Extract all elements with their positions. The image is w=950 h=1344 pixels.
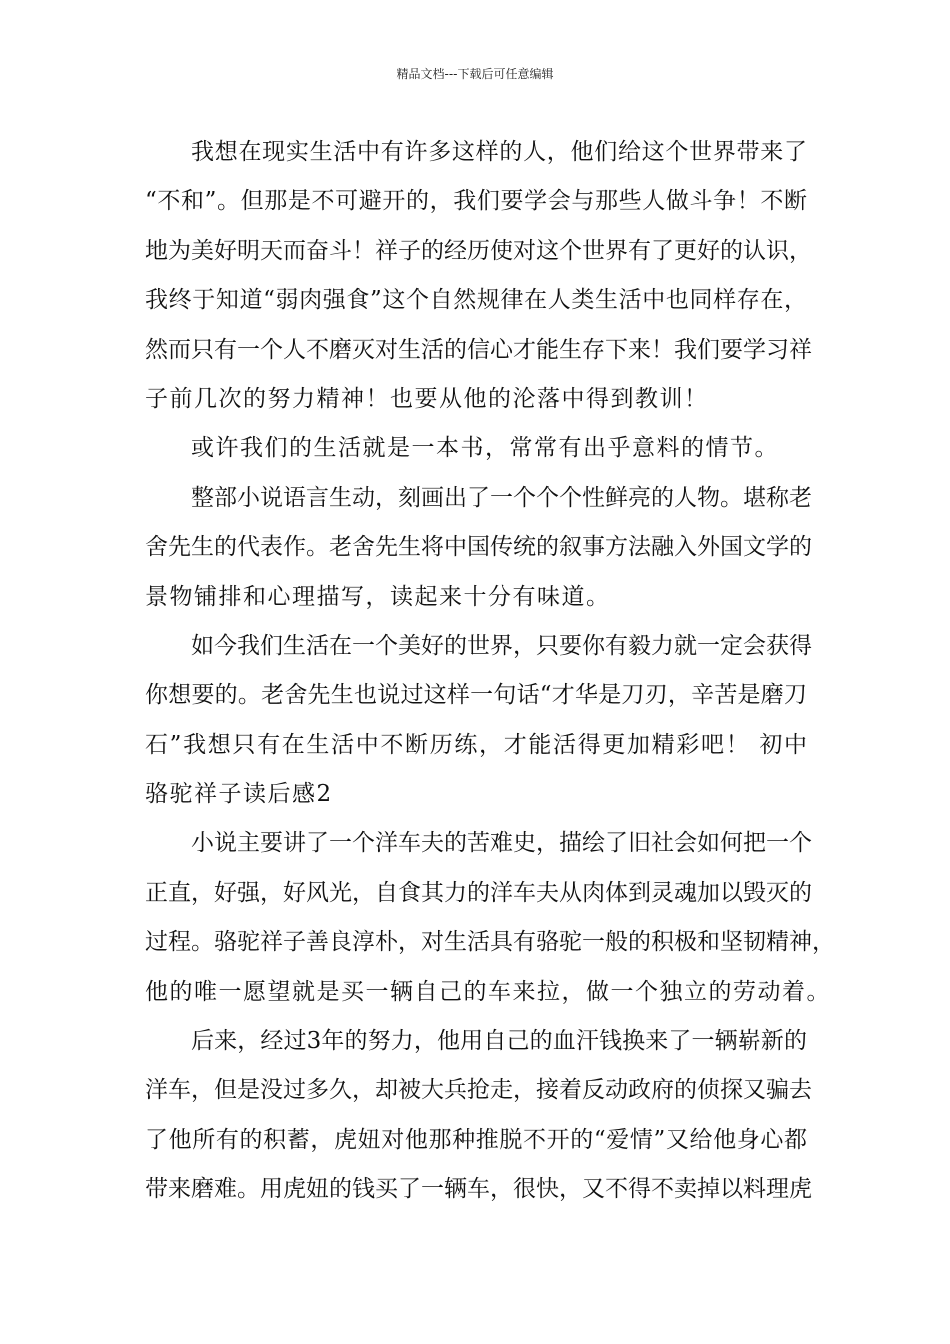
- text-line: 小说主要讲了一个洋车夫的苦难史，描绘了旧社会如何把一个: [191, 830, 812, 857]
- text-line: “不和”。但那是不可避开的，我们要学会与那些人做斗争！不断: [145, 188, 807, 215]
- text-line: 景物铺排和心理描写，读起来十分有味道。: [145, 583, 611, 610]
- text-line: 了他所有的积蓄，虎妞对他那种推脱不开的“爱情”又给他身心都: [145, 1126, 807, 1153]
- text-line: 过程。骆驼祥子善良淳朴，对生活具有骆驼一般的积极和坚韧精神，: [145, 929, 835, 956]
- text-line: 或许我们的生活就是一本书，常常有出乎意料的情节。: [191, 435, 779, 462]
- text-line: 我终于知道“弱肉强食”这个自然规律在人类生活中也同样存在，: [145, 287, 807, 314]
- text-line: 他的唯一愿望就是买一辆自己的车来拉，做一个独立的劳动着。: [145, 978, 831, 1005]
- text-line: 地为美好明天而奋斗！祥子的经历使对这个世界有了更好的认识，: [145, 237, 812, 264]
- document-body: [145, 132, 835, 1219]
- text-line: 你想要的。老舍先生也说过这样一句话“才华是刀刃，辛苦是磨刀: [145, 682, 807, 709]
- text-line: 洋车，但是没过多久，却被大兵抢走，接着反动政府的侦探又骗去: [145, 1077, 812, 1104]
- text-line: 如今我们生活在一个美好的世界，只要你有毅力就一定会获得: [191, 632, 812, 659]
- text-line: 子前几次的努力精神！也要从他的沦落中得到教训！: [145, 385, 709, 412]
- text-line: 舍先生的代表作。老舍先生将中国传统的叙事方法融入外国文学的: [145, 534, 812, 561]
- text-line: 正直，好强，好风光，自食其力的洋车夫从肉体到灵魂加以毁灭的: [145, 879, 812, 906]
- page-header: 精品文档---下载后可任意编辑: [396, 67, 554, 81]
- text-line: 带来磨难。用虎妞的钱买了一辆车，很快，又不得不卖掉以料理虎: [145, 1176, 812, 1203]
- text-line: 整部小说语言生动，刻画出了一个个个性鲜亮的人物。堪称老: [191, 484, 812, 511]
- text-line: 骆驼祥子读后感2: [145, 781, 333, 808]
- text-line: 石”我想只有在生活中不断历练，才能活得更加精彩吧！ 初中: [145, 731, 807, 758]
- text-line: 后来，经过3年的努力，他用自己的血汗钱换来了一辆崭新的: [191, 1028, 807, 1055]
- text-line: 然而只有一个人不磨灭对生活的信心才能生存下来！我们要学习祥: [145, 336, 812, 363]
- text-line: 我想在现实生活中有许多这样的人，他们给这个世界带来了: [191, 139, 807, 165]
